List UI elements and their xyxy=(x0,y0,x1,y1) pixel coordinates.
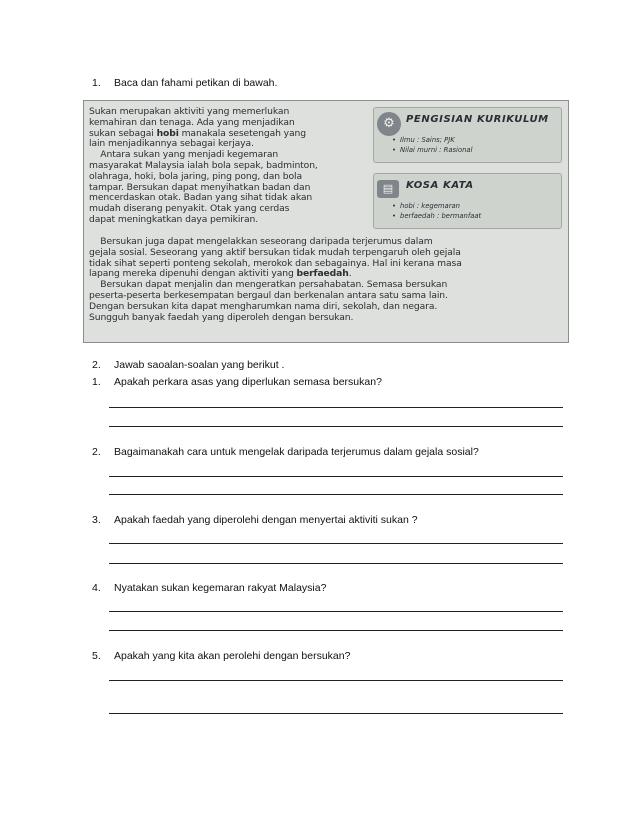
question-5 xyxy=(92,649,350,663)
answer-line[interactable] xyxy=(109,494,563,495)
passage-line-text: lapang mereka dipenuhi dengan aktiviti yang xyxy=(89,269,294,280)
answer-line[interactable] xyxy=(109,407,563,408)
sidebox-list xyxy=(392,136,472,155)
sidebox-kosa-kata xyxy=(373,173,562,229)
passage-line: Bersukan juga dapat mengelakkan seseorang daripada terjerumus dalam xyxy=(89,237,433,247)
bold-word-hobi: hobi xyxy=(156,128,179,139)
passage-line: kemahiran dan tenaga. Ada yang menjadikan xyxy=(89,117,295,128)
instruction-2 xyxy=(92,358,284,372)
answer-line[interactable] xyxy=(109,611,563,612)
answer-line[interactable] xyxy=(109,630,563,631)
passage-line: Sukan merupakan aktiviti yang memerlukan xyxy=(89,107,290,117)
answer-line[interactable] xyxy=(109,476,563,477)
question-text: Apakah faedah yang diperolehi dengan menyertai aktiviti sukan ? xyxy=(114,514,418,526)
answer-line[interactable] xyxy=(109,713,563,714)
gears-icon: ⚙ xyxy=(377,112,401,136)
passage-panel xyxy=(83,100,569,343)
question-number: 5. xyxy=(92,650,101,662)
passage-line: mudah diserang penyakit. Otak yang cerdas xyxy=(89,204,290,215)
list-item: • Nilai murni : Rasional xyxy=(392,146,472,156)
instruction-2-number: 2. xyxy=(92,359,101,371)
passage-line: mencerdaskan otak. Badan yang sihat tidak akan xyxy=(89,193,313,204)
passage-line: Antara sukan yang menjadi kegemaran xyxy=(89,150,279,161)
instruction-1 xyxy=(92,76,277,90)
instruction-1-number: 1. xyxy=(92,77,101,89)
bold-word-berfaedah: berfaedah xyxy=(296,269,349,280)
passage-full-width xyxy=(89,237,563,323)
question-text: Apakah yang kita akan perolehi dengan bersukan? xyxy=(114,650,351,662)
instruction-2-text: Jawab saoalan-soalan yang berikut . xyxy=(114,359,285,371)
question-number: 3. xyxy=(92,514,101,526)
book-icon: ▤ xyxy=(377,180,399,198)
question-number: 2. xyxy=(92,446,101,458)
list-item: • berfaedah : bermanfaat xyxy=(392,212,481,222)
passage-line: sukan sebagai hobi manakala sesetengah yang xyxy=(89,128,306,139)
question-text: Bagaimanakah cara untuk mengelak daripada terjerumus dalam gejala sosial? xyxy=(114,446,479,458)
sidebox-list xyxy=(392,202,481,221)
list-item: • hobi : kegemaran xyxy=(392,202,481,212)
question-4 xyxy=(92,581,326,595)
passage-line: Bersukan dapat menjalin dan mengeratkan persahabatan. Semasa bersukan xyxy=(89,280,448,291)
passage-line-end: . xyxy=(348,269,352,280)
passage-left-column xyxy=(89,107,365,226)
sidebox-heading: KOSA KATA xyxy=(406,180,474,191)
passage-line: dapat meningkatkan daya pemikiran. xyxy=(89,214,259,225)
passage-line: masyarakat Malaysia ialah bola sepak, badminton, xyxy=(89,160,318,171)
passage-line: gejala sosial. Seseorang yang aktif bersukan tidak mudah terpengaruh oleh gejala xyxy=(89,247,461,258)
question-1 xyxy=(92,375,382,389)
passage-line xyxy=(89,269,563,280)
sidebox-heading: PENGISIAN KURIKULUM xyxy=(406,114,549,125)
answer-line[interactable] xyxy=(109,563,563,564)
question-number: 4. xyxy=(92,582,101,594)
list-item: • Ilmu : Sains; PJK xyxy=(392,136,472,146)
passage-line: Sungguh banyak faedah yang diperoleh dengan bersukan. xyxy=(89,312,354,323)
passage-line: Dengan bersukan kita dapat mengharumkan nama diri, sekolah, dan negara. xyxy=(89,301,438,312)
instruction-1-text: Baca dan fahami petikan di bawah. xyxy=(114,77,278,89)
question-text: Nyatakan sukan kegemaran rakyat Malaysia? xyxy=(114,582,327,594)
answer-line[interactable] xyxy=(109,543,563,544)
answer-line[interactable] xyxy=(109,426,563,427)
passage-line: tidak sihat seperti ponteng sekolah, merokok dan sebagainya. Hal ini kerana masa xyxy=(89,258,462,269)
passage-line: tampar. Bersukan dapat menyihatkan badan dan xyxy=(89,182,311,193)
passage-line: lain menjadikannya sebagai kerjaya. xyxy=(89,139,254,150)
question-text: Apakah perkara asas yang diperlukan semasa bersukan? xyxy=(114,376,382,388)
answer-line[interactable] xyxy=(109,680,563,681)
question-number: 1. xyxy=(92,376,101,388)
question-3 xyxy=(92,513,418,527)
question-2 xyxy=(92,445,479,459)
passage-line: peserta-peserta berkesempatan bergaul dan berkenalan antara satu sama lain. xyxy=(89,290,448,301)
sidebox-pengisian-kurikulum xyxy=(373,107,562,163)
passage-line: olahraga, hoki, bola jaring, ping pong, dan bola xyxy=(89,171,303,182)
